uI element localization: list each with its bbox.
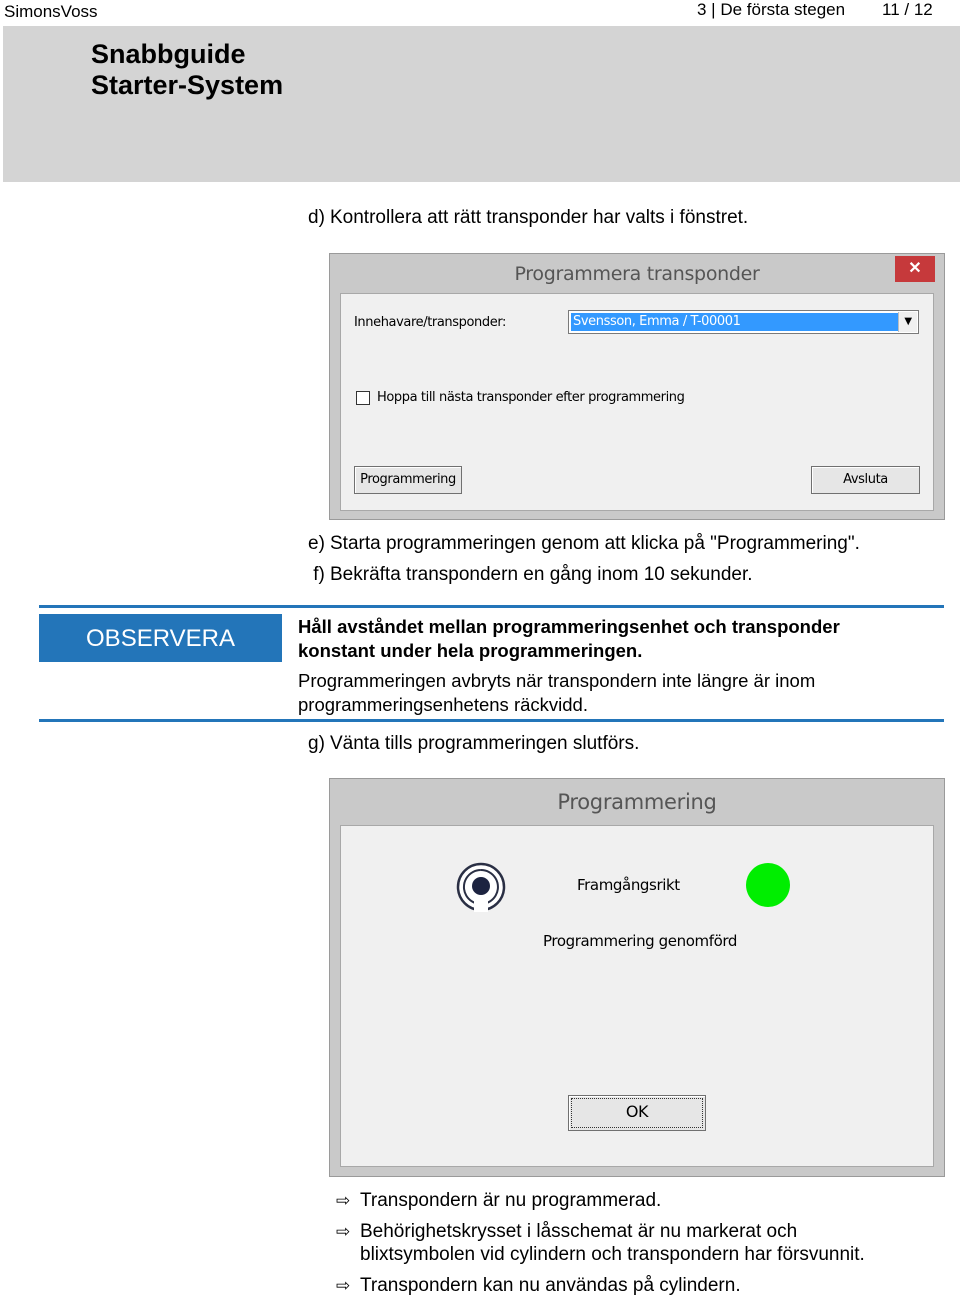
result-text-line1: Behörighetskrysset i låsschemat är nu markerat och bbox=[360, 1221, 798, 1242]
dialog-title: Programmera transponder bbox=[514, 263, 760, 285]
step-label: d) bbox=[308, 207, 325, 228]
skip-next-label: Hoppa till nästa transponder efter programmering bbox=[377, 390, 685, 405]
close-button[interactable]: ✕ bbox=[895, 256, 935, 282]
result-text: Transpondern är nu programmerad. bbox=[360, 1190, 662, 1211]
result-item bbox=[336, 1189, 662, 1212]
step-e bbox=[308, 533, 860, 555]
notice-bold-line2: konstant under hela programmeringen. bbox=[298, 640, 643, 661]
result-text-line2: blixtsymbolen vid cylindern och transpondern har försvunnit. bbox=[360, 1244, 865, 1265]
dialog-client-area bbox=[340, 825, 934, 1167]
title-banner bbox=[3, 26, 960, 182]
status-indicator-light bbox=[746, 863, 790, 907]
programming-button[interactable]: Programmering bbox=[354, 466, 462, 494]
dialog-client-area bbox=[340, 293, 934, 511]
skip-next-checkbox[interactable] bbox=[356, 391, 370, 405]
document-title-line2: Starter-System bbox=[91, 70, 284, 100]
step-text: Bekräfta transpondern en gång inom 10 sekunder. bbox=[330, 564, 753, 585]
result-item bbox=[336, 1274, 741, 1297]
step-text: Starta programmeringen genom att klicka på "Programmering". bbox=[330, 533, 860, 554]
brand-name: SimonsVoss bbox=[4, 2, 98, 21]
document-title-line1: Snabbguide bbox=[91, 39, 246, 69]
step-label: e) bbox=[308, 533, 325, 554]
status-message: Programmering genomförd bbox=[543, 932, 737, 950]
step-label: f) bbox=[313, 564, 325, 585]
step-text: Vänta tills programmeringen slutförs. bbox=[330, 733, 640, 754]
chevron-down-icon[interactable]: ▼ bbox=[898, 312, 917, 332]
dialog-title: Programmering bbox=[557, 790, 717, 814]
notice-bold-line1: Håll avståndet mellan programmeringsenhet och transponder bbox=[298, 616, 840, 637]
step-g bbox=[308, 733, 639, 755]
exit-button[interactable]: Avsluta bbox=[811, 466, 920, 494]
step-d bbox=[308, 207, 748, 229]
notice-text-line1: Programmeringen avbryts när transpondern inte längre är inom bbox=[298, 670, 816, 691]
arrow-right-icon: ⇨ bbox=[336, 1222, 351, 1241]
programming-status-dialog bbox=[329, 778, 945, 1177]
step-label: g) bbox=[308, 733, 325, 754]
status-text: Framgångsrikt bbox=[577, 876, 680, 894]
chapter-title: 3 | De första stegen bbox=[697, 0, 846, 19]
notice-label: OBSERVERA bbox=[39, 614, 282, 662]
step-text: Kontrollera att rätt transponder har valts i fönstret. bbox=[330, 207, 749, 228]
owner-label: Innehavare/transponder: bbox=[354, 315, 507, 330]
page-number: 11 / 12 bbox=[882, 0, 933, 19]
result-text: Transpondern kan nu användas på cylindern. bbox=[360, 1275, 741, 1296]
notice-bottom-rule bbox=[39, 719, 944, 722]
result-item bbox=[336, 1220, 865, 1266]
notice-top-rule bbox=[39, 605, 944, 608]
owner-transponder-select[interactable] bbox=[568, 310, 919, 334]
transponder-icon bbox=[456, 862, 506, 912]
program-transponder-dialog bbox=[329, 253, 945, 520]
owner-selected-value: Svensson, Emma / T-00001 bbox=[571, 313, 898, 331]
ok-button[interactable]: OK bbox=[568, 1095, 706, 1131]
notice-text-line2: programmeringsenhetens räckvidd. bbox=[298, 694, 588, 715]
arrow-right-icon: ⇨ bbox=[336, 1191, 351, 1210]
step-f bbox=[308, 564, 753, 586]
arrow-right-icon: ⇨ bbox=[336, 1276, 351, 1295]
